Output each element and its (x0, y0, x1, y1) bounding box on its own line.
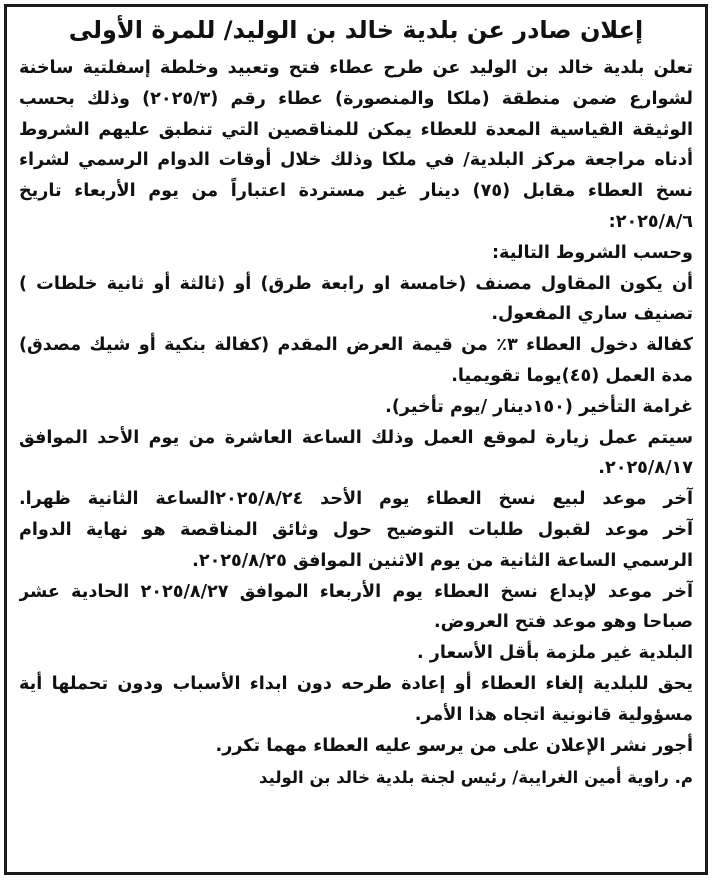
announcement-line: آخر موعد لإيداع نسخ العطاء يوم الأربعاء الموافق ٢٠٢٥/٨/٢٧ الحادية عشر (19, 581, 693, 602)
announcement-line: تصنيف ساري المفعول. (491, 304, 693, 325)
announcement-line: يحق للبلدية إلغاء العطاء أو إعادة طرحه دون ابداء الأسباب ودون تحملها أية (19, 673, 693, 694)
announcement-line: غرامة التأخير (١٥٠دينار /يوم تأخير). (385, 396, 693, 417)
announcement-line: الوثيقة القياسية المعدة للعطاء يمكن للمناقصين التي تنطبق عليهم الشروط (19, 119, 693, 140)
announcement-line: مسؤولية قانونية اتجاه هذا الأمر. (414, 704, 693, 725)
announcement-frame (4, 4, 708, 875)
announcement-line: كفالة دخول العطاء ٣٪ من قيمة العرض المقدم (كفالة بنكية أو شيك مصدق) (19, 335, 693, 356)
announcement-line: لشوارع ضمن منطقة (ملكا والمنصورة) عطاء رقم (٢٠٢٥/٣) وذلك بحسب (19, 88, 693, 109)
announcement-line: مدة العمل (٤٥)يوما تقويميا. (451, 365, 693, 386)
announcement-line: ٢٠٢٥/٨/٦: (608, 211, 693, 232)
announcement-line: أجور نشر الإعلان على من يرسو عليه العطاء مهما تكرر. (215, 735, 693, 756)
announcement-line: أن يكون المقاول مصنف (خامسة او رابعة طرق) أو (ثالثة أو ثانية خلطات ) (19, 273, 693, 294)
announcement-line: سيتم عمل زيارة لموقع العمل وذلك الساعة العاشرة من يوم الأحد الموافق (19, 427, 693, 448)
announcement-line: تعلن بلدية خالد بن الوليد عن طرح عطاء فتح وتعبيد وخلطة إسفلتية ساخنة (19, 58, 693, 78)
announcement-line: آخر موعد لقبول طلبات التوضيح حول وثائق المناقصة هو نهاية الدوام (19, 519, 693, 540)
announcement-line: البلدية غير ملزمة بأقل الأسعار . (416, 643, 693, 664)
announcement-line: صباحا وهو موعد فتح العروض. (433, 612, 693, 633)
announcement-body (19, 53, 693, 761)
announcement-title: إعلان صادر عن بلدية خالد بن الوليد/ للمرة الأولى (68, 16, 644, 44)
announcement-line: أدناه مراجعة مركز البلدية/ في ملكا وذلك خلال أوقات الدوام الرسمي لشراء (19, 150, 693, 171)
announcement-line: وحسب الشروط التالية: (491, 242, 693, 263)
announcement-line: الرسمي الساعة الثانية من يوم الاثنين الموافق ٢٠٢٥/٨/٢٥. (192, 550, 693, 571)
announcement-line: آخر موعد لبيع نسخ العطاء يوم الأحد ٢٠٢٥/٨/٢٤الساعة الثانية ظهرا. (19, 489, 693, 510)
announcement-signature: م. راوية أمين الغرايبة/ رئيس لجنة بلدية خالد بن الوليد (259, 768, 693, 788)
announcement-line: نسخ العطاء مقابل (٧٥) دينار غير مستردة اعتباراً من يوم الأربعاء تاريخ (19, 181, 693, 202)
announcement-line: ٢٠٢٥/٨/١٧. (598, 458, 693, 479)
